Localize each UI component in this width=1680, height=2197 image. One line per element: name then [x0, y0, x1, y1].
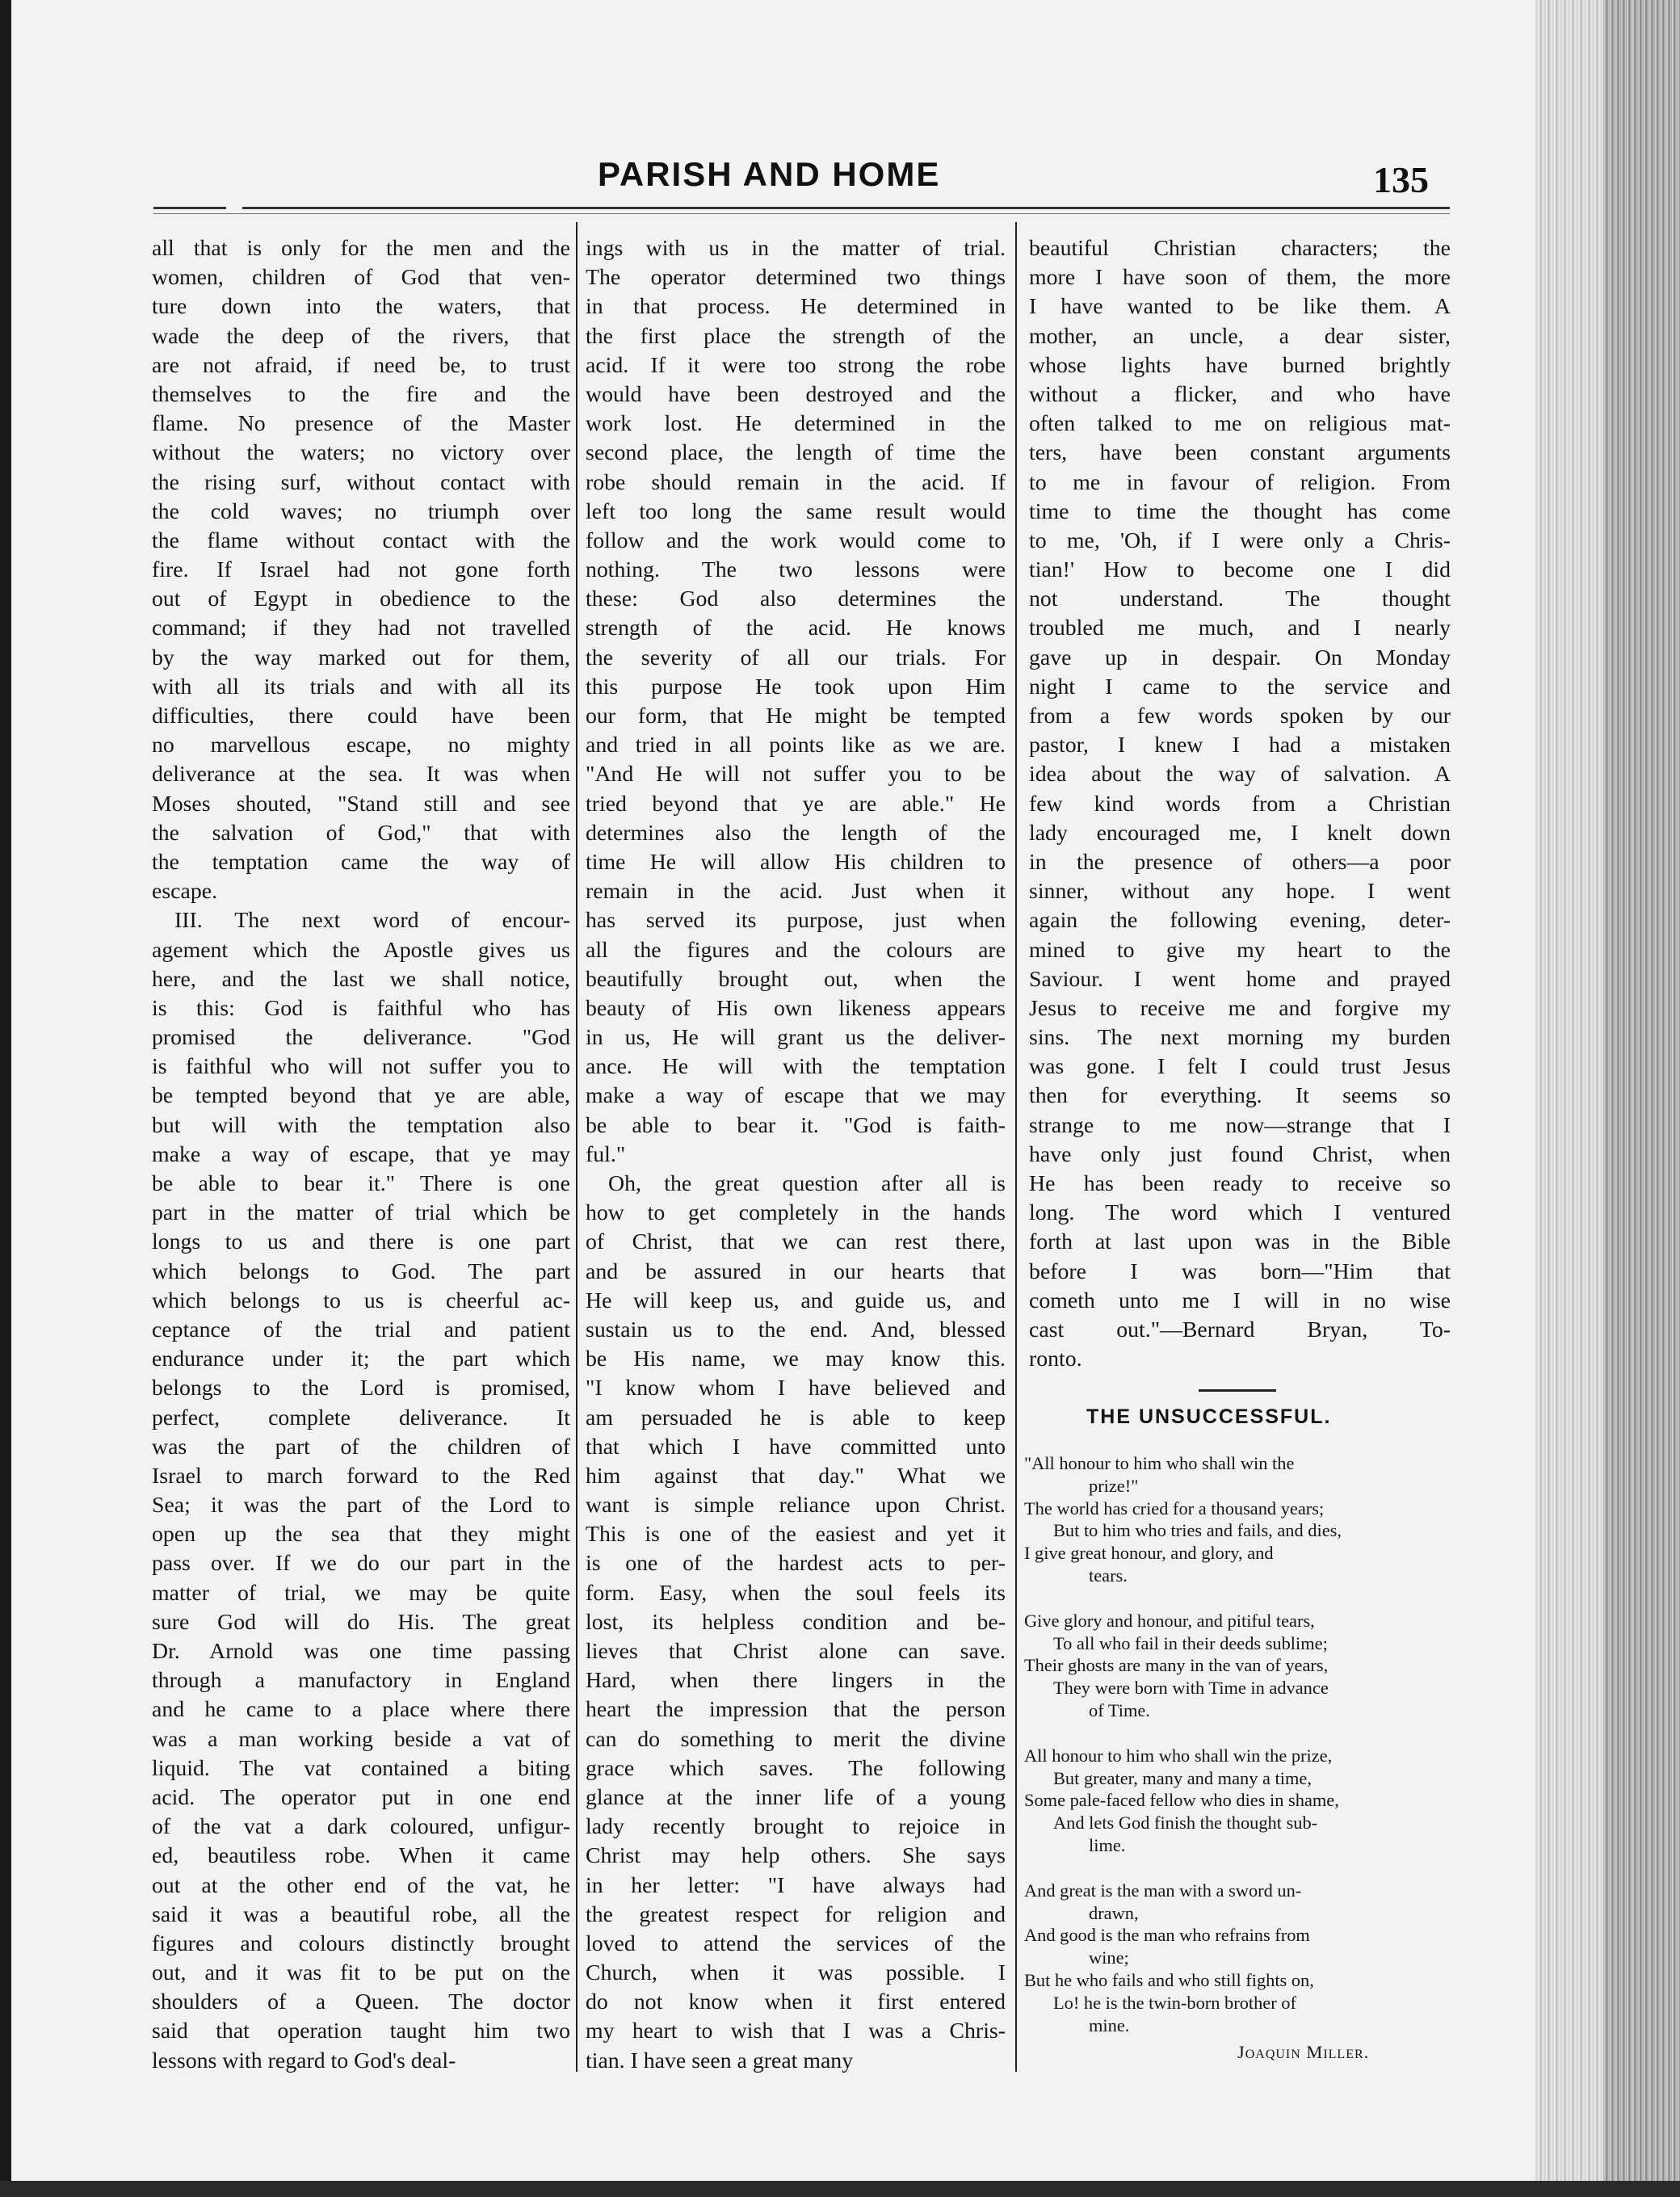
text-line: these: God also determines the	[586, 586, 1006, 612]
text-line: to me, 'Oh, if I were only a Chris-	[1029, 527, 1451, 553]
text-line: from a few words spoken by our	[1029, 704, 1451, 729]
text-line: ed, beautiless robe. When it came	[152, 1843, 570, 1869]
text-line: cast out."—Bernard Bryan, To-	[1029, 1317, 1451, 1342]
text-line: but will with the temptation also	[152, 1112, 570, 1138]
text-line: be able to bear it. "God is faith-	[586, 1112, 1006, 1138]
text-line: glance at the inner life of a young	[586, 1784, 1006, 1810]
text-line: of the vat a dark coloured, unfigur-	[152, 1814, 570, 1840]
text-line: agement which the Apostle gives us	[152, 937, 570, 963]
text-line: perfect, complete deliverance. It	[152, 1405, 570, 1430]
text-line: make a way of escape, that ye may	[152, 1141, 570, 1167]
text-line: that which I have committed unto	[586, 1434, 1006, 1460]
text-line: the flame without contact with the	[152, 527, 570, 553]
text-line: this purpose He took upon Him	[586, 674, 1006, 699]
poem-line: But to him who tries and fails, and dies,	[1053, 1520, 1342, 1541]
text-line: ful."	[586, 1141, 626, 1167]
text-line: lady recently brought to rejoice in	[586, 1814, 1006, 1840]
text-line: liquid. The vat contained a biting	[152, 1755, 570, 1781]
text-line: themselves to the fire and the	[152, 381, 570, 407]
text-line: out, and it was fit to be put on the	[152, 1960, 570, 1986]
text-line: cometh unto me I will in no wise	[1029, 1288, 1451, 1313]
text-line: and he came to a place where there	[152, 1697, 570, 1723]
text-line: fire. If Israel had not gone forth	[152, 557, 570, 583]
poem-line: prize!"	[1089, 1475, 1139, 1496]
text-line: out at the other end of the vat, he	[152, 1872, 570, 1898]
poem-line: "All honour to him who shall win the	[1024, 1453, 1295, 1473]
section-separator	[1199, 1389, 1276, 1392]
text-line: open up the sea that they might	[152, 1522, 570, 1548]
text-line: sinner, without any hope. I went	[1029, 879, 1451, 905]
text-line: few kind words from a Christian	[1029, 791, 1451, 817]
text-line: pastor, I knew I had a mistaken	[1029, 733, 1451, 758]
text-line: strange to me now—strange that I	[1029, 1112, 1451, 1138]
poem-line: And good is the man who refrains from	[1024, 1925, 1310, 1946]
text-line: beauty of His own likeness appears	[586, 995, 1006, 1021]
text-line: is this: God is faithful who has	[152, 995, 570, 1021]
text-line: before I was born—"Him that	[1029, 1258, 1451, 1284]
text-line: women, children of God that ven-	[152, 265, 570, 291]
text-line: remain in the acid. Just when it	[586, 879, 1006, 905]
text-line: lieves that Christ alone can save.	[586, 1639, 1006, 1664]
text-line: lady encouraged me, I knelt down	[1029, 820, 1451, 846]
poem-line: And lets God finish the thought sub-	[1053, 1813, 1318, 1834]
header-rule-short	[153, 207, 226, 209]
text-line: figures and colours distinctly brought	[152, 1930, 570, 1956]
text-line: "I know whom I have believed and	[586, 1376, 1006, 1401]
poem-line: Give glory and honour, and pitiful tears,	[1024, 1610, 1315, 1631]
text-line: in the presence of others—a poor	[1029, 849, 1451, 875]
text-line: ronto.	[1029, 1346, 1082, 1372]
stanza-gap	[1024, 1587, 1444, 1610]
text-line: lessons with regard to God's deal-	[152, 2048, 456, 2073]
text-line: endurance under it; the part which	[152, 1346, 570, 1372]
text-line: by the way marked out for them,	[152, 645, 570, 670]
text-line: shoulders of a Queen. The doctor	[152, 1989, 570, 2015]
text-line: the temptation came the way of	[152, 849, 570, 875]
poem-line: But he who fails and who still fights on,	[1024, 1969, 1314, 1990]
text-column-3	[1029, 234, 1451, 1374]
text-line: without the waters; no victory over	[152, 440, 570, 466]
text-line: Oh, the great question after all is	[608, 1171, 1006, 1196]
text-line: said it was a beautiful robe, all the	[152, 1901, 570, 1927]
text-line: can do something to merit the divine	[586, 1726, 1006, 1752]
text-line: form. Easy, when the soul feels its	[586, 1580, 1006, 1606]
text-line: to me in favour of religion. From	[1029, 469, 1451, 495]
text-line: matter of trial, we may be quite	[152, 1580, 570, 1606]
text-line: heart the impression that the person	[586, 1697, 1006, 1723]
text-line: deliverance at the sea. It was when	[152, 762, 570, 788]
text-line: Sea; it was the part of the Lord to	[152, 1493, 570, 1519]
poem-line: lime.	[1089, 1834, 1126, 1855]
scan-edge-bottom	[0, 2181, 1680, 2197]
text-line: through a manufactory in England	[152, 1668, 570, 1694]
stanza-gap	[1024, 1857, 1444, 1880]
text-line: have only just found Christ, when	[1029, 1141, 1451, 1167]
text-line: promised the deliverance. "God	[152, 1025, 570, 1051]
text-line: whose lights have burned brightly	[1029, 352, 1451, 378]
text-line: without a flicker, and who have	[1029, 381, 1451, 407]
text-line: was a man working beside a vat of	[152, 1726, 570, 1752]
text-line: Christ may help others. She says	[586, 1843, 1006, 1869]
text-line: the greatest respect for religion and	[586, 1901, 1006, 1927]
poem-line: All honour to him who shall win the prize,	[1024, 1745, 1333, 1766]
text-column-1	[152, 234, 570, 2076]
text-line: Israel to march forward to the Red	[152, 1463, 570, 1489]
text-line: acid. If it were too strong the robe	[586, 352, 1006, 378]
text-line: the rising surf, without contact with	[152, 469, 570, 495]
running-title: PARISH AND HOME	[598, 155, 941, 193]
poem	[1024, 1452, 1444, 2064]
text-line: often talked to me on religious mat-	[1029, 411, 1451, 437]
text-line: the cold waves; no triumph over	[152, 498, 570, 524]
text-line: the severity of all our trials. For	[586, 645, 1006, 670]
text-line: Saviour. I went home and prayed	[1029, 966, 1451, 992]
text-line: Church, when it was possible. I	[586, 1960, 1006, 1986]
text-line: pass over. If we do our part in the	[152, 1551, 570, 1577]
header-rule-thin	[153, 213, 1450, 214]
text-line: was the part of the children of	[152, 1434, 570, 1460]
book-binding-edge	[1603, 0, 1680, 2197]
text-line: flame. No presence of the Master	[152, 411, 570, 437]
text-line: work lost. He determined in the	[586, 411, 1006, 437]
text-line: difficulties, there could have been	[152, 704, 570, 729]
text-line: in that process. He determined in	[586, 294, 1006, 320]
text-line: with all its trials and with all its	[152, 674, 570, 699]
text-line: ings with us in the matter of trial.	[586, 236, 1006, 261]
text-line: belongs to the Lord is promised,	[152, 1376, 570, 1401]
text-line: sure God will do His. The great	[152, 1609, 570, 1635]
text-line: night I came to the service and	[1029, 674, 1451, 699]
text-line: out of Egypt in obedience to the	[152, 586, 570, 612]
text-line: all that is only for the men and the	[152, 236, 570, 261]
text-line: of Christ, that we can rest there,	[586, 1229, 1006, 1255]
text-line: is faithful who will not suffer you to	[152, 1054, 570, 1080]
text-line: mined to give my heart to the	[1029, 937, 1451, 963]
poem-title: THE UNSUCCESSFUL.	[1086, 1405, 1332, 1428]
text-line: be tempted beyond that ye are able,	[152, 1083, 570, 1109]
text-line: the first place the strength of the	[586, 323, 1006, 349]
text-line: Jesus to receive me and forgive my	[1029, 995, 1451, 1021]
text-line: tried beyond that ye are able." He	[586, 791, 1006, 817]
text-line: time to time the thought has come	[1029, 498, 1451, 524]
text-line: Dr. Arnold was one time passing	[152, 1639, 570, 1664]
text-line: all the figures and the colours are	[586, 937, 1006, 963]
text-line: escape.	[152, 879, 218, 905]
header-rule	[242, 207, 1450, 209]
text-line: which belongs to us is cheerful ac-	[152, 1288, 570, 1313]
text-line: left too long the same result would	[586, 498, 1006, 524]
text-column-2	[586, 234, 1006, 2076]
text-line: He has been ready to receive so	[1029, 1171, 1451, 1196]
text-line: our form, that He might be tempted	[586, 704, 1006, 729]
poem-author: Joaquin Miller.	[1237, 2042, 1370, 2063]
text-line: time He will allow His children to	[586, 849, 1006, 875]
poem-line: drawn,	[1089, 1902, 1139, 1923]
text-line: long. The word which I ventured	[1029, 1200, 1451, 1226]
text-line: more I have soon of them, the more	[1029, 265, 1451, 291]
poem-line: But greater, many and many a time,	[1053, 1767, 1312, 1788]
text-line: ters, have been constant arguments	[1029, 440, 1451, 466]
text-line: He will keep us, and guide us, and	[586, 1288, 1006, 1313]
text-line: am persuaded he is able to keep	[586, 1405, 1006, 1430]
text-line: determines also the length of the	[586, 820, 1006, 846]
text-line: tian!' How to become one I did	[1029, 557, 1451, 583]
text-line: loved to attend the services of the	[586, 1930, 1006, 1956]
text-line: follow and the work would come to	[586, 527, 1006, 553]
column-divider-1	[576, 222, 578, 2072]
text-line: sins. The next morning my burden	[1029, 1025, 1451, 1051]
poem-line: mine.	[1089, 2014, 1130, 2035]
text-line: longs to us and there is one part	[152, 1229, 570, 1255]
text-line: grace which saves. The following	[586, 1755, 1006, 1781]
text-line: said that operation taught him two	[152, 2018, 570, 2044]
text-line: beautifully brought out, when the	[586, 966, 1006, 992]
text-line: be able to bear it." There is one	[152, 1171, 570, 1196]
poem-line: The world has cried for a thousand years;	[1024, 1498, 1325, 1519]
text-line: mother, an uncle, a dear sister,	[1029, 323, 1451, 349]
text-line: here, and the last we shall notice,	[152, 966, 570, 992]
text-line: in us, He will grant us the deliver-	[586, 1025, 1006, 1051]
text-line: ance. He will with the temptation	[586, 1054, 1006, 1080]
text-line: wade the deep of the rivers, that	[152, 323, 570, 349]
poem-line: To all who fail in their deeds sublime;	[1053, 1632, 1328, 1653]
text-line: idea about the way of salvation. A	[1029, 762, 1451, 788]
text-line: the salvation of God," that with	[152, 820, 570, 846]
text-line: in her letter: "I have always had	[586, 1872, 1006, 1898]
poem-line: I give great honour, and glory, and	[1024, 1543, 1274, 1564]
text-line: do not know when it first entered	[586, 1989, 1006, 2015]
text-line: has served its purpose, just when	[586, 908, 1006, 934]
text-line: robe should remain in the acid. If	[586, 469, 1006, 495]
poem-line: Some pale-faced fellow who dies in shame,	[1024, 1790, 1339, 1811]
scan-edge-left	[0, 0, 11, 2197]
text-line: beautiful Christian characters; the	[1029, 236, 1451, 261]
text-line: was gone. I felt I could trust Jesus	[1029, 1054, 1451, 1080]
text-line: are not afraid, if need be, to trust	[152, 352, 570, 378]
poem-line: wine;	[1089, 1947, 1129, 1968]
text-line: how to get completely in the hands	[586, 1200, 1006, 1226]
text-line: which belongs to God. The part	[152, 1258, 570, 1284]
text-line: second place, the length of time the	[586, 440, 1006, 466]
text-line: ceptance of the trial and patient	[152, 1317, 570, 1342]
column-divider-2	[1015, 222, 1017, 2072]
text-line: Hard, when there lingers in the	[586, 1668, 1006, 1694]
text-line: not understand. The thought	[1029, 586, 1451, 612]
text-line: The operator determined two things	[586, 265, 1006, 291]
text-line: want is simple reliance upon Christ.	[586, 1493, 1006, 1519]
poem-line: Their ghosts are many in the van of years,	[1024, 1655, 1329, 1676]
poem-line: They were born with Time in advance	[1053, 1678, 1329, 1699]
text-line: troubled me much, and I nearly	[1029, 615, 1451, 641]
text-line: be His name, we may know this.	[586, 1346, 1006, 1372]
text-line: This is one of the easiest and yet it	[586, 1522, 1006, 1548]
text-line: gave up in despair. On Monday	[1029, 645, 1451, 670]
text-line: part in the matter of trial which be	[152, 1200, 570, 1226]
text-line: sustain us to the end. And, blessed	[586, 1317, 1006, 1342]
text-line: tian. I have seen a great many	[586, 2048, 854, 2073]
text-line: forth at last upon was in the Bible	[1029, 1229, 1451, 1255]
text-line: acid. The operator put in one end	[152, 1784, 570, 1810]
text-line: Moses shouted, "Stand still and see	[152, 791, 570, 817]
text-line: is one of the hardest acts to per-	[586, 1551, 1006, 1577]
text-line: make a way of escape that we may	[586, 1083, 1006, 1109]
text-line: again the following evening, deter-	[1029, 908, 1451, 934]
text-line: III. The next word of encour-	[174, 908, 570, 934]
stanza-gap	[1024, 1722, 1444, 1745]
text-line: him against that day." What we	[586, 1463, 1006, 1489]
text-line: then for everything. It seems so	[1029, 1083, 1451, 1109]
text-line: nothing. The two lessons were	[586, 557, 1006, 583]
text-line: I have wanted to be like them. A	[1029, 294, 1451, 320]
text-line: and tried in all points like as we are.	[586, 733, 1006, 758]
text-line: strength of the acid. He knows	[586, 615, 1006, 641]
page-number: 135	[1373, 159, 1429, 200]
text-line: would have been destroyed and the	[586, 381, 1006, 407]
text-line: lost, its helpless condition and be-	[586, 1609, 1006, 1635]
poem-line: And great is the man with a sword un-	[1024, 1880, 1302, 1901]
text-line: my heart to wish that I was a Chris-	[586, 2018, 1006, 2044]
text-line: no marvellous escape, no mighty	[152, 733, 570, 758]
text-line: command; if they had not travelled	[152, 615, 570, 641]
text-line: and be assured in our hearts that	[586, 1258, 1006, 1284]
poem-line: Lo! he is the twin-born brother of	[1053, 1992, 1296, 2013]
text-line: ture down into the waters, that	[152, 294, 570, 320]
poem-line: of Time.	[1089, 1699, 1150, 1720]
poem-line: tears.	[1089, 1565, 1128, 1586]
text-line: "And He will not suffer you to be	[586, 762, 1006, 788]
